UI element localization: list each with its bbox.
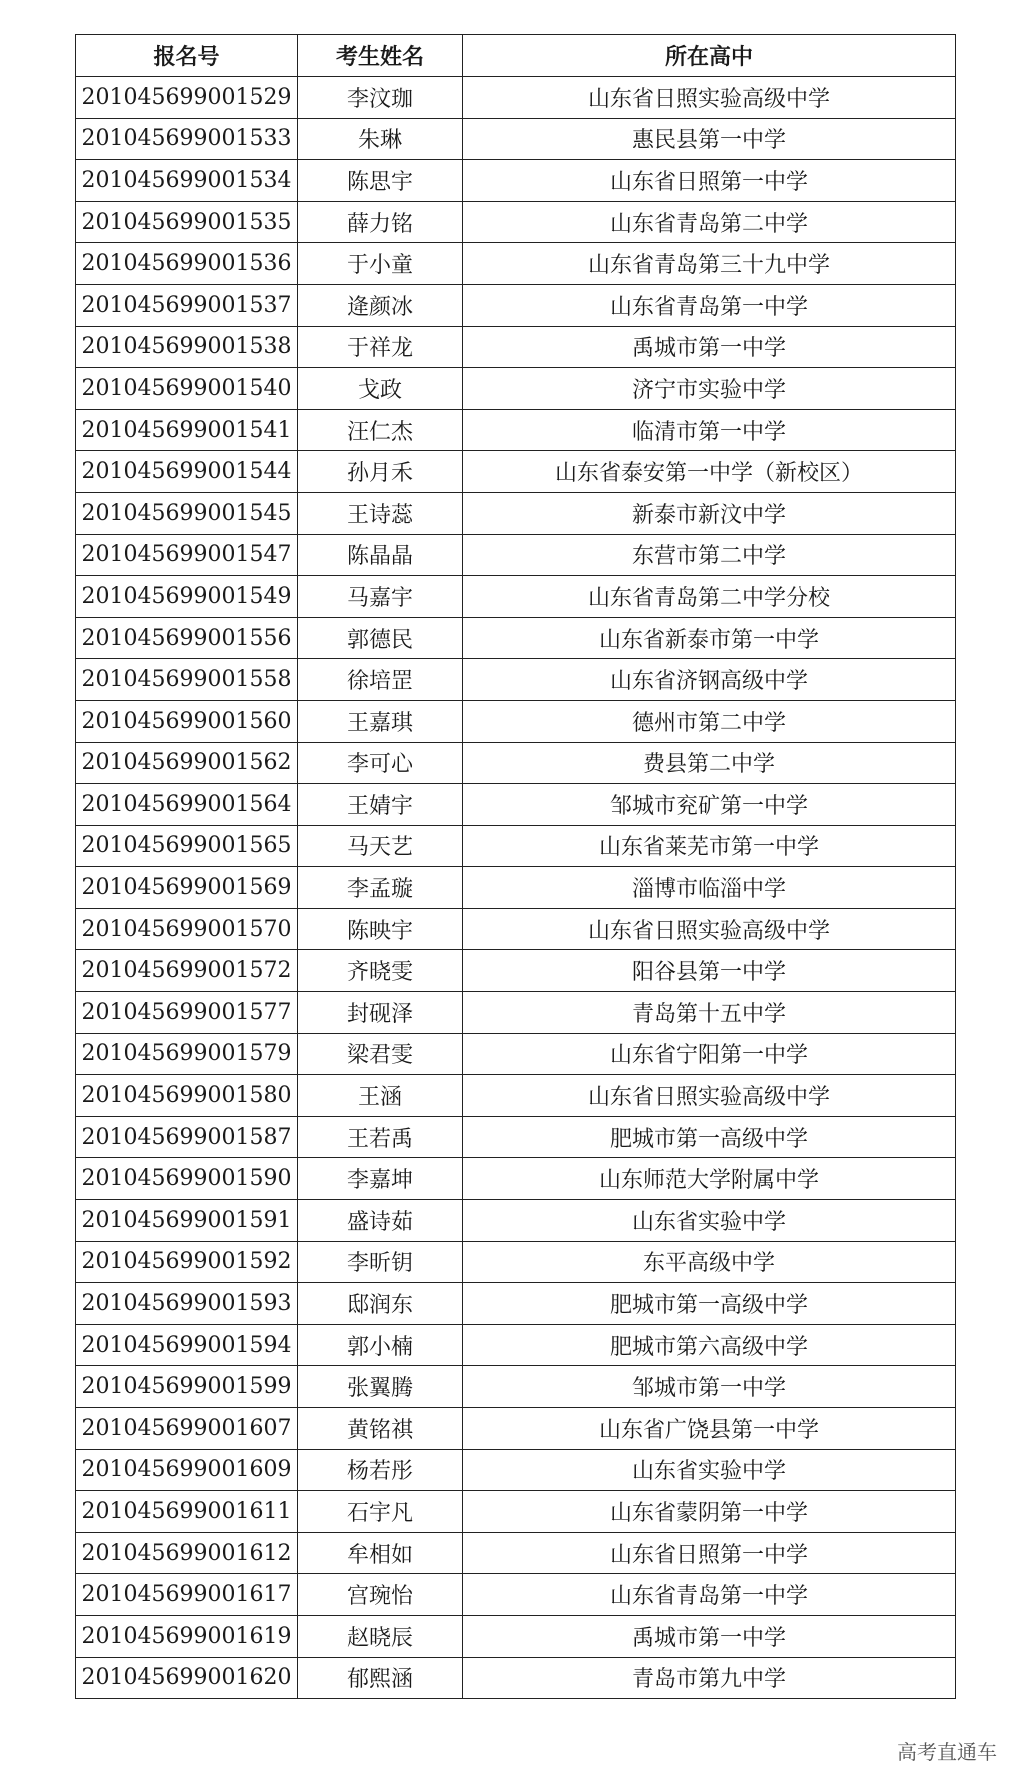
high-school-cell: 新泰市新汶中学 (463, 492, 956, 534)
table-row (76, 284, 956, 326)
student-name-cell: 李汶珈 (298, 77, 463, 119)
registration-number-cell: 201045699001609 (76, 1449, 298, 1491)
student-name-cell: 石宇凡 (298, 1491, 463, 1533)
student-name-cell: 逄颜冰 (298, 284, 463, 326)
registration-number-cell: 201045699001619 (76, 1615, 298, 1657)
high-school-cell: 山东省新泰市第一中学 (463, 617, 956, 659)
student-name-cell: 宫琬怡 (298, 1574, 463, 1616)
table-row (76, 1574, 956, 1616)
student-name-cell: 王嘉琪 (298, 700, 463, 742)
high-school-cell: 山东省莱芜市第一中学 (463, 825, 956, 867)
high-school-cell: 山东省日照第一中学 (463, 160, 956, 202)
high-school-cell: 禹城市第一中学 (463, 1615, 956, 1657)
table-row (76, 784, 956, 826)
table-row (76, 326, 956, 368)
registration-number-cell: 201045699001599 (76, 1366, 298, 1408)
registration-number-cell: 201045699001556 (76, 617, 298, 659)
high-school-cell: 山东省蒙阴第一中学 (463, 1491, 956, 1533)
student-name-cell: 王若禹 (298, 1116, 463, 1158)
registration-number-cell: 201045699001592 (76, 1241, 298, 1283)
high-school-cell: 肥城市第一高级中学 (463, 1283, 956, 1325)
registration-number-cell: 201045699001533 (76, 118, 298, 160)
high-school-cell: 东营市第二中学 (463, 534, 956, 576)
high-school-cell: 临清市第一中学 (463, 409, 956, 451)
student-list-table (75, 34, 956, 1699)
high-school-cell: 邹城市第一中学 (463, 1366, 956, 1408)
table-row (76, 576, 956, 618)
table-row (76, 950, 956, 992)
high-school-cell: 山东省日照实验高级中学 (463, 77, 956, 119)
student-name-cell: 黄铭祺 (298, 1408, 463, 1450)
registration-number-cell: 201045699001535 (76, 201, 298, 243)
student-name-cell: 马天艺 (298, 825, 463, 867)
registration-number-cell: 201045699001594 (76, 1324, 298, 1366)
registration-number-cell: 201045699001593 (76, 1283, 298, 1325)
table-row (76, 992, 956, 1034)
table-row (76, 243, 956, 285)
table-row (76, 1532, 956, 1574)
high-school-cell: 惠民县第一中学 (463, 118, 956, 160)
high-school-cell: 山东师范大学附属中学 (463, 1158, 956, 1200)
table-row (76, 825, 956, 867)
student-name-cell: 郁熙涵 (298, 1657, 463, 1699)
table-row (76, 1241, 956, 1283)
student-name-cell: 马嘉宇 (298, 576, 463, 618)
high-school-cell: 山东省泰安第一中学（新校区） (463, 451, 956, 493)
registration-number-cell: 201045699001560 (76, 700, 298, 742)
student-name-cell: 王涵 (298, 1075, 463, 1117)
high-school-cell: 山东省实验中学 (463, 1200, 956, 1242)
registration-number-cell: 201045699001565 (76, 825, 298, 867)
table-row (76, 77, 956, 119)
table-row (76, 908, 956, 950)
table-row (76, 1408, 956, 1450)
student-name-cell: 李昕钥 (298, 1241, 463, 1283)
registration-number-cell: 201045699001580 (76, 1075, 298, 1117)
student-name-cell: 陈晶晶 (298, 534, 463, 576)
header-high-school: 所在高中 (463, 35, 956, 77)
table-row (76, 1200, 956, 1242)
table-row (76, 1033, 956, 1075)
student-name-cell: 邸润东 (298, 1283, 463, 1325)
table-row (76, 368, 956, 410)
student-name-cell: 牟相如 (298, 1532, 463, 1574)
registration-number-cell: 201045699001534 (76, 160, 298, 202)
registration-number-cell: 201045699001570 (76, 908, 298, 950)
registration-number-cell: 201045699001547 (76, 534, 298, 576)
high-school-cell: 阳谷县第一中学 (463, 950, 956, 992)
high-school-cell: 山东省济钢高级中学 (463, 659, 956, 701)
student-name-cell: 王诗蕊 (298, 492, 463, 534)
table-row (76, 1158, 956, 1200)
header-registration-number: 报名号 (76, 35, 298, 77)
high-school-cell: 山东省青岛第二中学分校 (463, 576, 956, 618)
table-row (76, 867, 956, 909)
table-body (76, 77, 956, 1699)
table-row (76, 201, 956, 243)
registration-number-cell: 201045699001549 (76, 576, 298, 618)
student-name-cell: 李可心 (298, 742, 463, 784)
table-row (76, 534, 956, 576)
registration-number-cell: 201045699001569 (76, 867, 298, 909)
student-name-cell: 李孟璇 (298, 867, 463, 909)
table-row (76, 1491, 956, 1533)
student-name-cell: 赵晓辰 (298, 1615, 463, 1657)
registration-number-cell: 201045699001536 (76, 243, 298, 285)
registration-number-cell: 201045699001558 (76, 659, 298, 701)
registration-number-cell: 201045699001612 (76, 1532, 298, 1574)
high-school-cell: 德州市第二中学 (463, 700, 956, 742)
student-name-cell: 梁君雯 (298, 1033, 463, 1075)
registration-number-cell: 201045699001541 (76, 409, 298, 451)
table-row (76, 118, 956, 160)
high-school-cell: 山东省日照第一中学 (463, 1532, 956, 1574)
student-name-cell: 王婧宇 (298, 784, 463, 826)
student-name-cell: 封砚泽 (298, 992, 463, 1034)
table-row (76, 1324, 956, 1366)
student-name-cell: 孙月禾 (298, 451, 463, 493)
registration-number-cell: 201045699001611 (76, 1491, 298, 1533)
high-school-cell: 山东省实验中学 (463, 1449, 956, 1491)
student-name-cell: 薛力铭 (298, 201, 463, 243)
table-row (76, 160, 956, 202)
student-name-cell: 戈政 (298, 368, 463, 410)
table-row (76, 1449, 956, 1491)
registration-number-cell: 201045699001587 (76, 1116, 298, 1158)
student-name-cell: 郭小楠 (298, 1324, 463, 1366)
header-student-name: 考生姓名 (298, 35, 463, 77)
student-name-cell: 陈思宇 (298, 160, 463, 202)
high-school-cell: 山东省青岛第二中学 (463, 201, 956, 243)
high-school-cell: 肥城市第一高级中学 (463, 1116, 956, 1158)
registration-number-cell: 201045699001545 (76, 492, 298, 534)
registration-number-cell: 201045699001579 (76, 1033, 298, 1075)
registration-number-cell: 201045699001590 (76, 1158, 298, 1200)
registration-number-cell: 201045699001617 (76, 1574, 298, 1616)
registration-number-cell: 201045699001540 (76, 368, 298, 410)
registration-number-cell: 201045699001564 (76, 784, 298, 826)
high-school-cell: 东平高级中学 (463, 1241, 956, 1283)
high-school-cell: 肥城市第六高级中学 (463, 1324, 956, 1366)
table-row (76, 1615, 956, 1657)
student-name-cell: 于祥龙 (298, 326, 463, 368)
table-row (76, 492, 956, 534)
high-school-cell: 山东省广饶县第一中学 (463, 1408, 956, 1450)
table-row (76, 700, 956, 742)
high-school-cell: 费县第二中学 (463, 742, 956, 784)
registration-number-cell: 201045699001529 (76, 77, 298, 119)
table-row (76, 451, 956, 493)
high-school-cell: 青岛第十五中学 (463, 992, 956, 1034)
table-row (76, 1283, 956, 1325)
high-school-cell: 山东省宁阳第一中学 (463, 1033, 956, 1075)
registration-number-cell: 201045699001577 (76, 992, 298, 1034)
registration-number-cell: 201045699001544 (76, 451, 298, 493)
table-row (76, 742, 956, 784)
registration-number-cell: 201045699001591 (76, 1200, 298, 1242)
footer-watermark: 高考直通车 (897, 1740, 997, 1764)
high-school-cell: 淄博市临淄中学 (463, 867, 956, 909)
student-name-cell: 徐培罡 (298, 659, 463, 701)
table-row (76, 659, 956, 701)
table-row (76, 1075, 956, 1117)
high-school-cell: 青岛市第九中学 (463, 1657, 956, 1699)
table-row (76, 1116, 956, 1158)
table-header (76, 35, 956, 77)
student-name-cell: 张翼腾 (298, 1366, 463, 1408)
table-row (76, 617, 956, 659)
high-school-cell: 山东省青岛第一中学 (463, 1574, 956, 1616)
table-row (76, 1657, 956, 1699)
registration-number-cell: 201045699001538 (76, 326, 298, 368)
student-name-cell: 于小童 (298, 243, 463, 285)
student-name-cell: 朱琳 (298, 118, 463, 160)
header-row (76, 35, 956, 77)
registration-number-cell: 201045699001537 (76, 284, 298, 326)
student-name-cell: 陈映宇 (298, 908, 463, 950)
high-school-cell: 山东省日照实验高级中学 (463, 1075, 956, 1117)
student-name-cell: 盛诗茹 (298, 1200, 463, 1242)
student-name-cell: 郭德民 (298, 617, 463, 659)
registration-number-cell: 201045699001607 (76, 1408, 298, 1450)
high-school-cell: 山东省日照实验高级中学 (463, 908, 956, 950)
high-school-cell: 山东省青岛第一中学 (463, 284, 956, 326)
high-school-cell: 邹城市兖矿第一中学 (463, 784, 956, 826)
table-row (76, 1366, 956, 1408)
student-name-cell: 汪仁杰 (298, 409, 463, 451)
registration-number-cell: 201045699001620 (76, 1657, 298, 1699)
high-school-cell: 禹城市第一中学 (463, 326, 956, 368)
high-school-cell: 山东省青岛第三十九中学 (463, 243, 956, 285)
student-name-cell: 齐晓雯 (298, 950, 463, 992)
student-name-cell: 李嘉坤 (298, 1158, 463, 1200)
high-school-cell: 济宁市实验中学 (463, 368, 956, 410)
table-row (76, 409, 956, 451)
student-name-cell: 杨若彤 (298, 1449, 463, 1491)
registration-number-cell: 201045699001572 (76, 950, 298, 992)
registration-number-cell: 201045699001562 (76, 742, 298, 784)
